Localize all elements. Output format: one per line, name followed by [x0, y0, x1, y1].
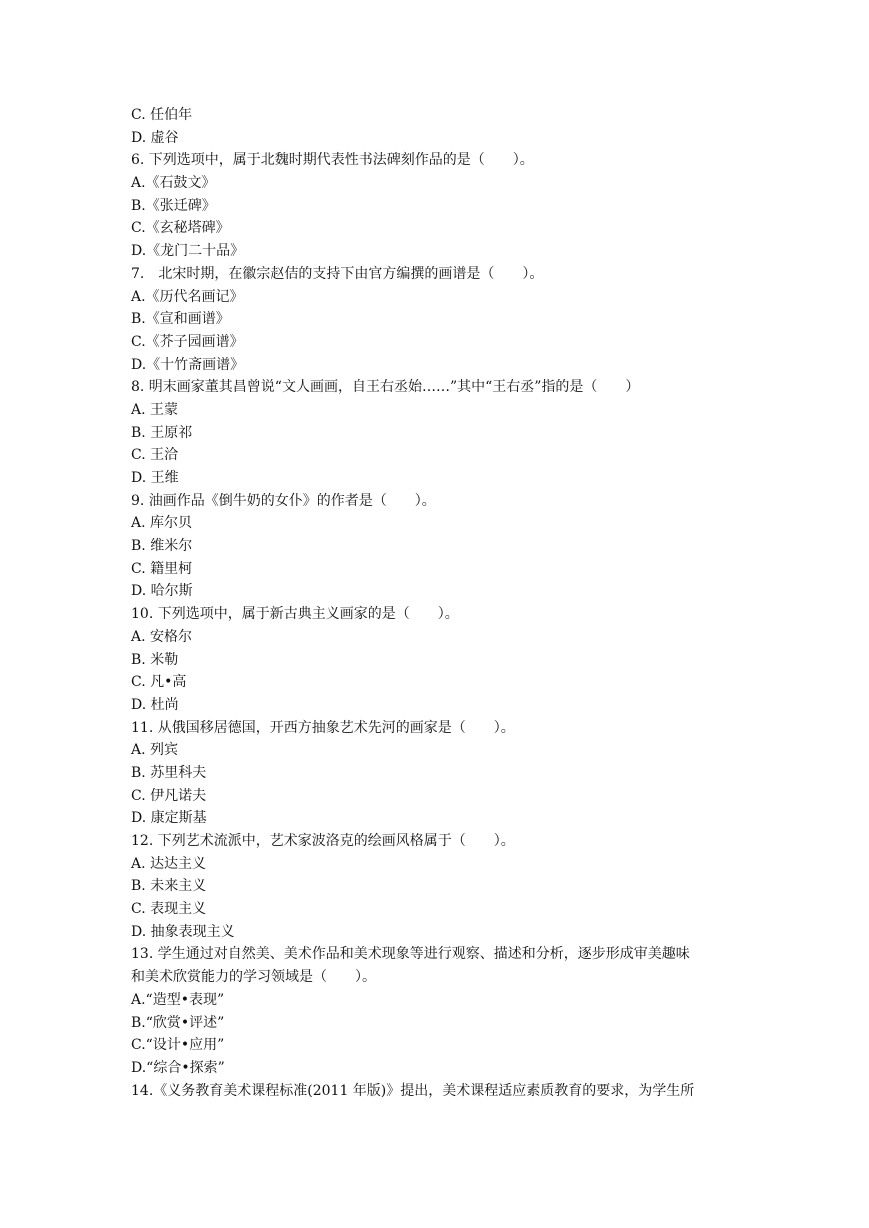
option-line: D. 抽象表现主义: [131, 923, 235, 940]
option-line: C. 王洽: [131, 447, 179, 464]
option-line: B.“欣赏•评述”: [131, 1014, 225, 1031]
option-line: B. 王原祁: [131, 424, 193, 441]
question-line-continued: 和美术欣赏能力的学习领域是（ ）。: [131, 969, 376, 986]
option-line: B. 苏里科夫: [131, 764, 207, 781]
option-line: A. 安格尔: [131, 628, 193, 645]
option-line: C.《玄秘塔碑》: [131, 220, 230, 237]
option-line: B.《宣和画谱》: [131, 311, 230, 328]
question-line: 12. 下列艺术流派中，艺术家波洛克的绘画风格属于（ ）。: [131, 833, 515, 849]
option-line: C. 表现主义: [131, 901, 207, 918]
option-line: B. 维米尔: [131, 538, 193, 555]
option-line: A. 王蒙: [131, 401, 179, 418]
document-page: [131, 104, 751, 1102]
option-line: A. 库尔贝: [131, 515, 193, 532]
option-line: D. 虚谷: [131, 129, 179, 146]
option-line: C. 籍里柯: [131, 560, 193, 577]
option-line: D. 康定斯基: [131, 810, 207, 827]
option-line: A.“造型•表现”: [131, 991, 225, 1008]
option-line: D.“综合•探索”: [131, 1059, 225, 1076]
option-line: C.《芥子园画谱》: [131, 333, 244, 350]
question-line: 14.《义务教育美术课程标准(2011 年版)》提出，美术课程适应素质教育的要求，为学生所: [131, 1082, 695, 1099]
option-line: C. 凡•高: [131, 674, 187, 691]
question-line: 11. 从俄国移居德国，开西方抽象艺术先河的画家是（ ）。: [131, 719, 515, 736]
option-line: D.《龙门二十品》: [131, 243, 245, 260]
option-line: A. 达达主义: [131, 855, 207, 872]
option-line: C.“设计•应用”: [131, 1037, 225, 1054]
option-line: B. 米勒: [131, 651, 179, 668]
option-line: A.《历代名画记》: [131, 288, 244, 305]
option-line: C. 伊凡诺夫: [131, 787, 207, 804]
option-line: C. 任伯年: [131, 107, 193, 123]
option-line: B. 未来主义: [131, 878, 207, 895]
option-line: D. 哈尔斯: [131, 583, 193, 600]
option-line: A. 列宾: [131, 742, 179, 759]
option-line: D.《十竹斋画谱》: [131, 356, 245, 373]
option-line: D. 杜尚: [131, 696, 179, 713]
question-line: 13. 学生通过对自然美、美术作品和美术现象等进行观察、描述和分析，逐步形成审美趣味: [131, 946, 690, 963]
question-line: 8. 明末画家董其昌曾说“文人画画，自王右丞始……”其中“王右丞”指的是（ ）: [131, 379, 640, 396]
option-line: A.《石鼓文》: [131, 175, 216, 192]
question-line: 10. 下列选项中，属于新古典主义画家的是（ ）。: [131, 606, 459, 623]
option-line: B.《张迁碑》: [131, 197, 216, 214]
question-line: 9. 油画作品《倒牛奶的女仆》的作者是（ ）。: [131, 492, 436, 509]
question-line: 6. 下列选项中，属于北魏时期代表性书法碑刻作品的是（ ）。: [131, 152, 534, 169]
option-line: D. 王维: [131, 470, 179, 486]
question-line: 7. 北宋时期，在徽宗赵佶的支持下由官方编撰的画谱是（ ）。: [131, 265, 544, 282]
